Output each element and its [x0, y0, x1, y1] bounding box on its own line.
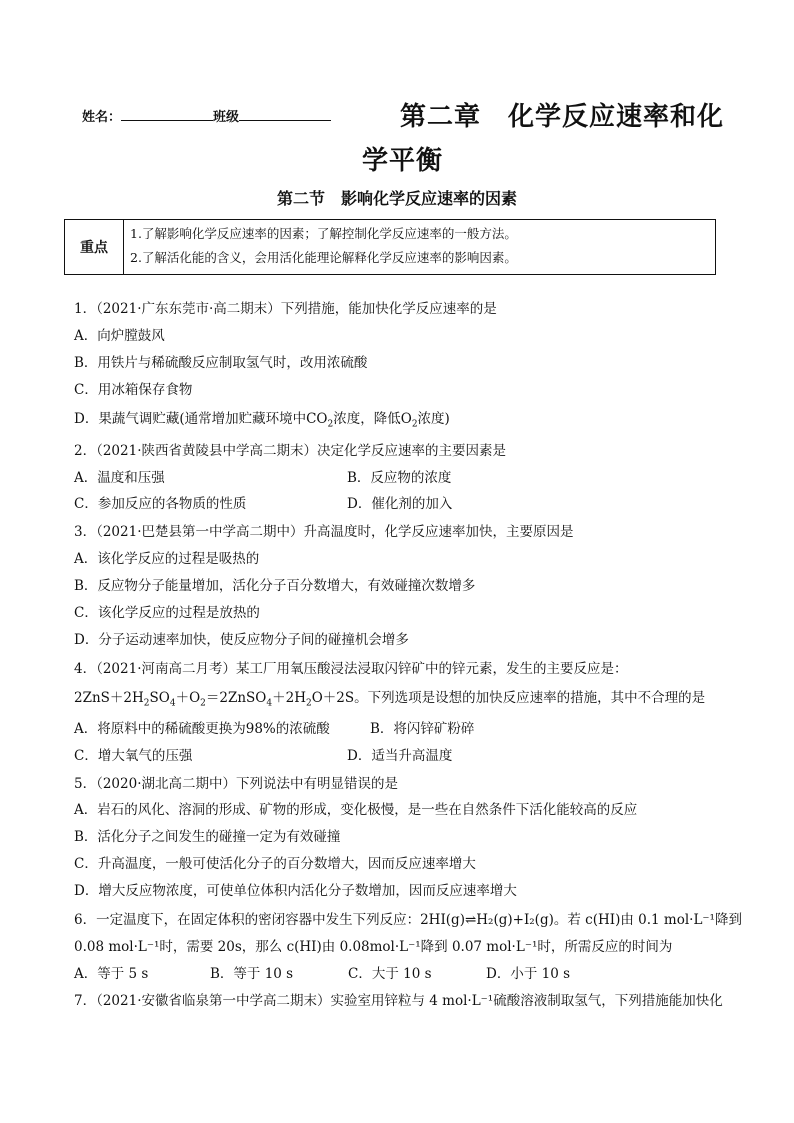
class-blank[interactable] — [239, 108, 331, 121]
question-3-option-d: D．分子运动速率加快，使反应物分子间的碰撞机会增多 — [74, 632, 409, 648]
question-1-option-c: C．用冰箱保存食物 — [74, 382, 193, 398]
question-1-option-b: B．用铁片与稀硫酸反应制取氢气时，改用浓硫酸 — [74, 355, 368, 371]
question-4-option-d: D．适当升高温度 — [347, 748, 453, 764]
question-4-option-c: C．增大氧气的压强 — [74, 748, 193, 764]
chapter-title-line1: 第二章 化学反应速率和化 — [400, 102, 725, 132]
key-points-label: 重点 — [65, 220, 124, 274]
question-3-option-c: C．该化学反应的过程是放热的 — [74, 605, 260, 621]
question-5-option-a: A．岩石的风化、溶洞的形成、矿物的形成，变化极慢，是一些在自然条件下活化能较高的反应 — [74, 802, 638, 818]
question-2-option-d: D．催化剂的加入 — [347, 496, 453, 512]
question-6-option-b: B．等于 10 s — [210, 966, 294, 982]
question-1-stem: 1．（2021·广东东莞市·高二期末）下列措施，能加快化学反应速率的是 — [74, 301, 497, 317]
question-1-option-d: D．果蔬气调贮藏(通常增加贮藏环境中$CO_2$浓度，降低$O_2$浓度) — [74, 411, 450, 430]
name-label: 姓名： — [82, 110, 122, 125]
student-info-line — [82, 106, 331, 125]
question-3-option-a: A．该化学反应的过程是吸热的 — [74, 551, 260, 567]
question-6-line1: 6．一定温度下，在固定体积的密闭容器中发生下列反应：2HI(g)⇌H₂(g)+I₂(g)。若 c(HI)由 0.1 mol·L⁻¹降到 — [74, 912, 742, 928]
question-4-formula: $2ZnS+2H_2SO_4+O_2=2ZnSO_4+2H_2O+2S$。下列选项是设想的加快反应速率的措施，其中不合理的是 — [74, 690, 706, 709]
question-4-option-b: B．将闪锌矿粉碎 — [370, 721, 475, 737]
question-5-option-d: D．增大反应物浓度，可使单位体积内活化分子数增加，因而反应速率增大 — [74, 883, 517, 899]
key-points-box — [64, 219, 716, 275]
question-6-line2: 0.08 mol·L⁻¹时，需要 20s，那么 c(HI)由 0.08mol·L⁻¹降到 0.07 mol·L⁻¹时，所需反应的时间为 — [74, 939, 673, 955]
question-4-stem: 4．（2021·河南高二月考）某工厂用氧压酸浸法浸取闪锌矿中的锌元素，发生的主要反应是： — [74, 661, 628, 677]
question-4-option-a: A．将原料中的稀硫酸更换为98%的浓硫酸 — [74, 721, 330, 737]
question-5-option-b: B．活化分子之间发生的碰撞一定为有效碰撞 — [74, 829, 341, 845]
question-3-option-b: B．反应物分子能量增加，活化分子百分数增大，有效碰撞次数增多 — [74, 578, 476, 594]
question-6-option-c: C．大于 10 s — [348, 966, 432, 982]
key-point-item: 2.了解活化能的含义，会用活化能理论解释化学反应速率的影响因素。 — [130, 250, 517, 265]
key-points-list — [124, 220, 715, 274]
question-5-stem: 5．（2020·湖北高二期中）下列说法中有明显错误的是 — [74, 776, 398, 792]
question-5-option-c: C．升高温度，一般可使活化分子的百分数增大，因而反应速率增大 — [74, 856, 476, 872]
key-point-item: 1.了解影响化学反应速率的因素；了解控制化学反应速率的一般方法。 — [130, 226, 517, 241]
question-3-stem: 3．（2021·巴楚县第一中学高二期中）升高温度时，化学反应速率加快，主要原因是 — [74, 524, 574, 540]
question-6-option-d: D．小于 10 s — [486, 966, 571, 982]
worksheet-header — [82, 100, 732, 176]
class-label: 班级 — [213, 110, 240, 125]
question-2-option-a: A．温度和压强 — [74, 470, 165, 486]
section-title: 第二节 影响化学反应速率的因素 — [276, 189, 517, 208]
question-2-option-b: B．反应物的浓度 — [347, 470, 452, 486]
chapter-title-line2: 学平衡 — [362, 146, 444, 176]
question-6-option-a: A．等于 5 s — [74, 966, 149, 982]
question-2-option-c: C．参加反应的各物质的性质 — [74, 496, 247, 512]
question-2-stem: 2．（2021·陕西省黄陵县中学高二期末）决定化学反应速率的主要因素是 — [74, 443, 506, 459]
name-blank[interactable] — [121, 108, 213, 121]
question-7-stem: 7．（2021·安徽省临泉第一中学高二期末）实验室用锌粒与 4 mol·L⁻¹硫酸溶液制取氢气，下列措施能加快化 — [74, 993, 723, 1009]
question-1-option-a: A．向炉膛鼓风 — [74, 328, 165, 344]
